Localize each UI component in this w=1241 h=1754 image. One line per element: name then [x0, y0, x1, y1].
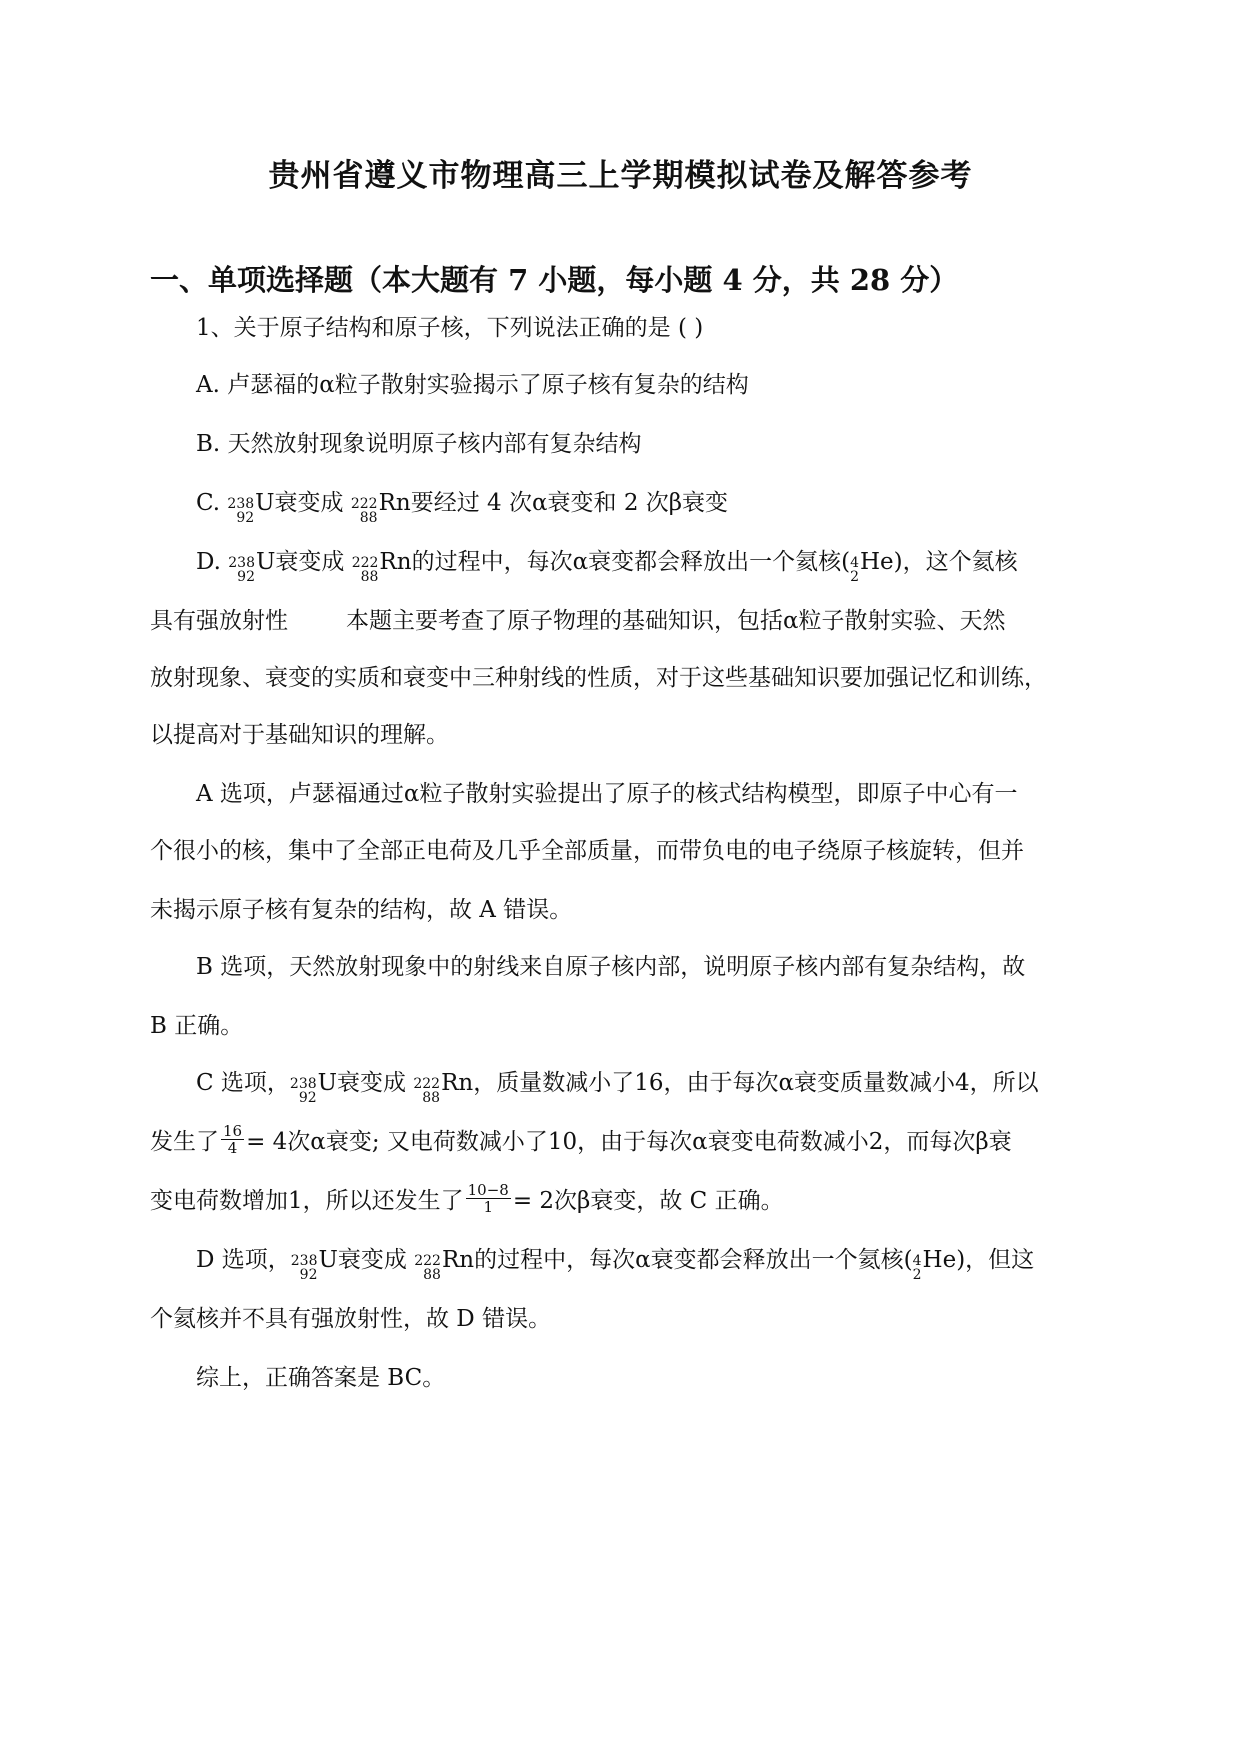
- analysis-c-prefix: C 选项，: [196, 1070, 290, 1096]
- radon-symbol: Rn: [379, 549, 412, 575]
- fraction-denominator: 1: [483, 1197, 494, 1216]
- option-d-tail2: )，这个氦核: [893, 549, 1018, 575]
- analysis-c-3: [150, 1180, 1090, 1219]
- analysis-c3-prefix: 变电荷数增加1，所以还发生了: [150, 1188, 464, 1214]
- uranium-charge: 92: [237, 569, 255, 585]
- analysis-c3-post: = 2次β衰变，故 C 正确。: [512, 1188, 784, 1214]
- analysis-a-1: A 选项，卢瑟福通过α粒子散射实验提出了原子的核式结构模型，即原子中心有一: [196, 781, 1018, 807]
- uranium-nuclide: [291, 1243, 338, 1284]
- uranium-mass: 238: [290, 1253, 318, 1269]
- fraction-denominator: 4: [227, 1138, 238, 1157]
- analysis-b-1: B 选项，天然放射现象中的射线来自原子核内部，说明原子核内部有复杂结构，故: [196, 954, 1026, 980]
- fraction-numerator: 16: [223, 1121, 243, 1140]
- uranium-symbol: U: [317, 1070, 338, 1096]
- helium-symbol: He: [922, 1247, 957, 1273]
- radon-charge: 88: [359, 510, 378, 526]
- radon-nuclide: [414, 1243, 474, 1284]
- analysis-c2-post: = 4次α衰变; 又电荷数减小了10，由于每次α衰变电荷数减小2，而每次β衰: [246, 1129, 1012, 1155]
- radon-mass: 222: [413, 1076, 441, 1092]
- analysis-a-3: 未揭示原子核有复杂的结构，故 A 错误。: [150, 897, 573, 923]
- radon-symbol: Rn: [441, 1070, 474, 1096]
- radon-nuclide: [413, 1066, 473, 1107]
- uranium-mass: 238: [289, 1076, 317, 1092]
- fraction-numerator: 10−8: [467, 1180, 509, 1199]
- conclusion: 综上，正确答案是 BC。: [196, 1365, 446, 1391]
- option-c: [196, 486, 1090, 527]
- radon-nuclide: [351, 486, 411, 527]
- analysis-a-2: 个很小的核，集中了全部正电荷及几乎全部质量，而带负电的电子绕原子核旋转，但并: [150, 838, 1024, 864]
- uranium-mass: 238: [227, 496, 255, 512]
- analysis-d-post: )，但这: [956, 1247, 1035, 1273]
- helium-mass: 4: [912, 1253, 922, 1269]
- radon-mass: 222: [351, 555, 379, 571]
- option-d: [196, 545, 1090, 586]
- analysis-c-2: [150, 1121, 1090, 1160]
- helium-symbol: He: [860, 549, 894, 575]
- option-d-label: D.: [196, 549, 221, 575]
- radon-mass: 222: [350, 496, 378, 512]
- option-c-label: C.: [196, 490, 221, 516]
- radon-charge: 88: [360, 569, 379, 585]
- section-heading: 一、单项选择题（本大题有 7 小题，每小题 4 分，共 28 分）: [150, 263, 959, 297]
- option-d-mid: 衰变成: [275, 549, 345, 575]
- radon-charge: 88: [422, 1090, 441, 1106]
- analysis-line-3: 以提高对于基础知识的理解。: [150, 722, 449, 748]
- uranium-symbol: U: [318, 1247, 338, 1273]
- helium-charge: 2: [912, 1267, 922, 1283]
- radon-mass: 222: [414, 1253, 441, 1269]
- question-stem: 1、关于原子结构和原子核，下列说法正确的是 ( ): [196, 315, 704, 341]
- option-d-continuation: 具有强放射性: [150, 608, 288, 634]
- option-c-tail: 要经过 4 次α衰变和 2 次β衰变: [410, 490, 729, 516]
- radon-symbol: Rn: [378, 490, 411, 516]
- analysis-c-post: ，质量数减小了16，由于每次α衰变质量数减小4，所以: [473, 1070, 1039, 1096]
- analysis-c-mid: 衰变成: [337, 1070, 407, 1096]
- uranium-charge: 92: [299, 1267, 318, 1283]
- uranium-nuclide: [228, 545, 275, 586]
- analysis-d-mid: 衰变成: [337, 1247, 407, 1273]
- analysis-line-2: 放射现象、衰变的实质和衰变中三种射线的性质，对于这些基础知识要加强记忆和训练，: [150, 665, 1047, 691]
- helium-nuclide: [850, 545, 894, 586]
- option-d-tail1: 的过程中，每次α衰变都会释放出一个氦核(: [411, 549, 851, 575]
- fraction-beta-count: [466, 1182, 511, 1215]
- analysis-b-2: B 正确。: [150, 1013, 244, 1039]
- helium-charge: 2: [850, 569, 859, 585]
- page-title: 贵州省遵义市物理高三上学期模拟试卷及解答参考: [268, 158, 973, 194]
- analysis-c-1: [196, 1066, 1090, 1107]
- analysis-d-2: 个氦核并不具有强放射性，故 D 错误。: [150, 1306, 552, 1332]
- uranium-nuclide: [290, 1066, 337, 1107]
- uranium-charge: 92: [236, 510, 255, 526]
- uranium-nuclide: [227, 486, 274, 527]
- uranium-symbol: U: [255, 549, 276, 575]
- analysis-d-1: [196, 1243, 1090, 1284]
- analysis-d-prefix: D 选项，: [196, 1247, 291, 1273]
- analysis-d-tail1: 的过程中，每次α衰变都会释放出一个氦核(: [474, 1247, 913, 1273]
- radon-charge: 88: [423, 1267, 441, 1283]
- analysis-intro: 本题主要考查了原子物理的基础知识，包括α粒子散射实验、天然: [346, 608, 1006, 634]
- option-c-mid: 衰变成: [274, 490, 344, 516]
- radon-nuclide: [352, 545, 412, 586]
- helium-nuclide: [913, 1243, 957, 1284]
- option-a: A. 卢瑟福的α粒子散射实验揭示了原子核有复杂的结构: [196, 372, 749, 398]
- uranium-mass: 238: [228, 555, 255, 571]
- option-b: B. 天然放射现象说明原子核内部有复杂结构: [196, 431, 642, 457]
- analysis-c2-prefix: 发生了: [150, 1129, 219, 1155]
- radon-symbol: Rn: [441, 1247, 475, 1273]
- uranium-charge: 92: [298, 1090, 317, 1106]
- analysis-line-1: [150, 604, 1090, 638]
- fraction-alpha-count: [221, 1123, 244, 1156]
- helium-mass: 4: [850, 555, 859, 571]
- uranium-symbol: U: [255, 490, 275, 516]
